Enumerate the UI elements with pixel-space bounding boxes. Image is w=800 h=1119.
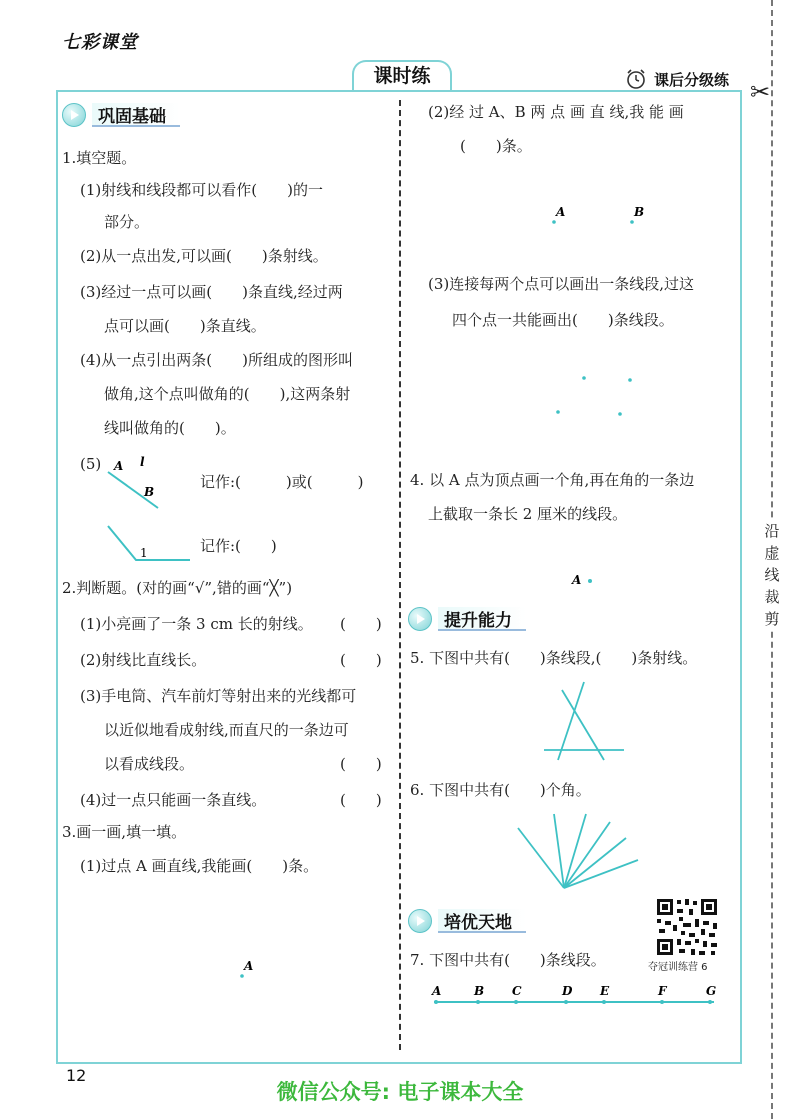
q3-3-line2: 四个点一共能画出( )条线段。 [452, 311, 674, 329]
q2-4: (4)过一点只能画一条直线。 [80, 791, 267, 809]
brand-logo: 七彩课堂 [62, 32, 138, 53]
point-2 [628, 378, 632, 382]
point-G-label: G [706, 984, 717, 998]
point-B-dot [630, 220, 634, 224]
point-D-label: D [562, 984, 573, 998]
point-C-dot [514, 1000, 518, 1004]
alarm-clock-icon [624, 68, 648, 90]
q7-line-figure [426, 984, 726, 1010]
point-F-dot [660, 1000, 664, 1004]
ray-6 [564, 860, 638, 888]
q3-3-line1: (3)连接每两个点可以画出一条线段,过这 [428, 275, 695, 293]
label-B: B [144, 485, 155, 499]
ray-4 [564, 822, 610, 888]
q3-2-line1: (2)经 过 A、B 两 点 画 直 线,我 能 画 [428, 103, 684, 121]
play-ball-icon [408, 909, 432, 933]
q1-4-line2: 做角,这个点叫做角的( ),这两条射 [104, 385, 351, 403]
point-1 [582, 376, 586, 380]
q5-figure [540, 680, 630, 764]
play-ball-icon [62, 103, 86, 127]
q2-4-paren: ( ) [340, 791, 382, 809]
q2-3-line3: 以看成线段。 [104, 755, 195, 773]
point-A-dot [240, 974, 244, 978]
q1-2: (2)从一点出发,可以画( )条射线。 [80, 247, 328, 265]
point-C-label: C [512, 984, 522, 998]
page-number: 12 [66, 1066, 87, 1085]
ray-5 [564, 838, 626, 888]
point-3 [556, 410, 560, 414]
q3-1: (1)过点 A 画直线,我能画( )条。 [80, 857, 319, 875]
section-consolidate: 巩固基础 [62, 102, 180, 128]
q2-2: (2)射线比直线长。 [80, 651, 207, 669]
column-divider [399, 100, 401, 1050]
q2-2-paren: ( ) [340, 651, 382, 669]
point-B-label: B [634, 205, 645, 219]
point-E-label: E [600, 984, 610, 998]
q1-5-label: (5) [80, 455, 102, 473]
point-A-label: A [556, 205, 566, 219]
qr-caption: 夺冠训练营 6 [648, 962, 708, 973]
q3-1-point [236, 958, 260, 982]
point-B-label: B [474, 984, 485, 998]
q3-2-points [548, 204, 658, 228]
qr-code[interactable] [655, 897, 719, 957]
play-ball-icon [408, 607, 432, 631]
q4-point [570, 570, 600, 590]
q5: 5. 下图中共有( )条线段,( )条射线。 [410, 649, 698, 667]
point-B-dot [476, 1000, 480, 1004]
series-brand [624, 68, 729, 90]
scissors-icon: ✂ [750, 78, 771, 106]
point-G-dot [708, 1000, 712, 1004]
q1-3-line1: (3)经过一点可以画( )条直线,经过两 [80, 283, 343, 301]
q4-line1: 4. 以 A 点为顶点画一个角,再在角的一条边 [410, 471, 695, 489]
page-title: 课时练 [352, 60, 452, 90]
q2-3-line1: (3)手电筒、汽车前灯等射出来的光线都可 [80, 687, 357, 705]
point-E-dot [602, 1000, 606, 1004]
point-4 [618, 412, 622, 416]
q2-3-paren: ( ) [340, 755, 382, 773]
point-F-label: F [658, 984, 667, 998]
q1-5-note1: 记作:( )或( ) [200, 473, 364, 491]
point-A-dot [588, 579, 592, 583]
point-A-label: A [572, 573, 582, 587]
q1-4-line3: 线叫做角的( )。 [104, 419, 236, 437]
section-improve: 提升能力 [408, 606, 526, 632]
point-A-dot [552, 220, 556, 224]
q6: 6. 下图中共有( )个角。 [410, 781, 591, 799]
q2-1: (1)小亮画了一条 3 cm 长的射线。 [80, 615, 313, 633]
label-A: A [114, 459, 124, 473]
section-excellence: 培优天地 [408, 908, 526, 934]
point-A-label: A [244, 959, 254, 973]
point-D-dot [564, 1000, 568, 1004]
cut-instruction: 沿虚线裁剪 [752, 520, 792, 630]
q2-3-line2: 以近似地看成射线,而直尺的一条边可 [104, 721, 349, 739]
brand-text: 课后分级练 [654, 70, 730, 89]
q3-3-four-points [548, 370, 648, 420]
q7: 7. 下图中共有( )条线段。 [410, 951, 606, 969]
q2-1-paren: ( ) [340, 615, 382, 633]
q3-2-line2: ( )条。 [460, 137, 532, 155]
q4-line2: 上截取一条长 2 厘米的线段。 [428, 505, 628, 523]
label-l: l [140, 455, 145, 469]
q1-4-line1: (4)从一点引出两条( )所组成的图形叫 [80, 351, 353, 369]
q6-figure [514, 808, 644, 894]
label-1: 1 [140, 546, 148, 560]
point-A-label: A [432, 984, 442, 998]
q1-1-line1: (1)射线和线段都可以看作( )的一 [80, 181, 323, 199]
ray-3 [564, 814, 586, 888]
q1-5-figures [100, 450, 200, 570]
q2-title: 2.判断题。(对的画“√”,错的画“╳”) [62, 579, 293, 597]
q1-title: 1.填空题。 [62, 149, 137, 167]
q1-1-line2: 部分。 [104, 213, 150, 231]
q1-3-line2: 点可以画( )条直线。 [104, 317, 266, 335]
q1-5-note2: 记作:( ) [200, 537, 277, 555]
footer-watermark: 微信公众号: 电子课本大全 [276, 1080, 524, 1104]
q3-title: 3.画一画,填一填。 [62, 823, 187, 841]
angle-1 [108, 526, 190, 560]
point-A-dot [434, 1000, 438, 1004]
